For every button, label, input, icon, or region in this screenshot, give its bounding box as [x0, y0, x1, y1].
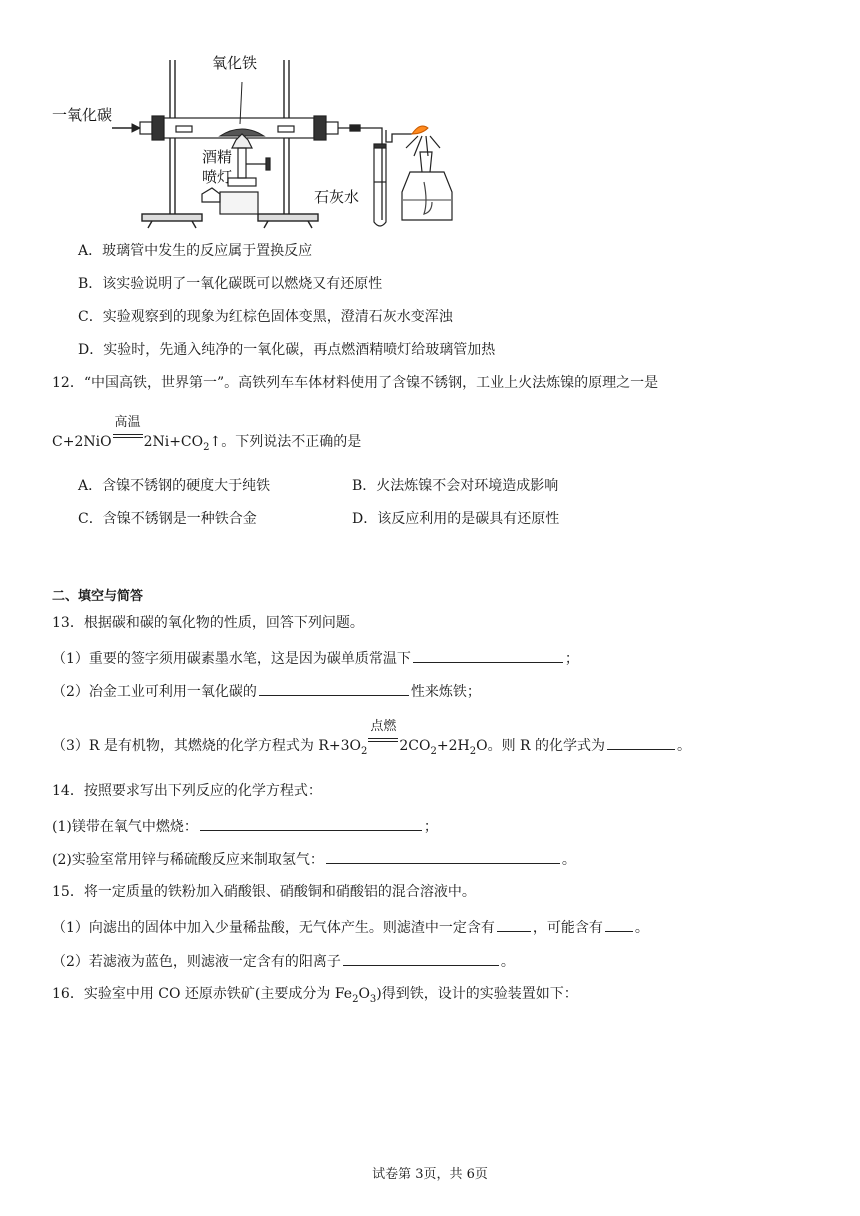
q15-part2-end: 。 [500, 954, 515, 970]
page-footer: 试卷第 3页，共 6页 [372, 1167, 488, 1182]
experiment-apparatus-figure [52, 52, 492, 232]
q14-blank-2[interactable] [326, 849, 560, 864]
section-title: 二、填空与简答 [52, 589, 144, 604]
q15-blank-2[interactable] [605, 917, 633, 932]
q11-option-b: B．该实验说明了一氧化碳既可以燃烧又有还原性 [78, 276, 383, 292]
q13-part2 [52, 681, 481, 701]
q13-part3-text: （3）R 是有机物，其燃烧的化学方程式为 R+3O [52, 738, 362, 754]
q15-blank-3[interactable] [343, 951, 499, 966]
q13-part3-co2: 2CO [399, 738, 431, 754]
q12-option-d: D．该反应利用的是碳具有还原性 [352, 511, 560, 527]
q16-stem-a: 16．实验室中用 CO 还原赤铁矿(主要成分为 Fe [52, 986, 353, 1002]
q13-sub-1: 2 [361, 745, 368, 757]
q15-part1-end: 。 [634, 920, 649, 936]
label-limewater: 石灰水 [314, 188, 360, 206]
q13-blank-1[interactable] [413, 648, 563, 663]
q12-eq-condition-text: 高温 [114, 415, 141, 430]
q13-blank-2[interactable] [259, 681, 409, 696]
q15-blank-1[interactable] [497, 917, 531, 932]
q12-eq-sub: 2 [203, 441, 210, 453]
q14-part1 [52, 816, 438, 836]
q11-option-c: C．实验观察到的现象为红棕色固体变黑，澄清石灰水变浑浊 [78, 309, 453, 325]
q14-part1-end: ； [423, 819, 438, 835]
q13-part3 [52, 719, 692, 761]
q13-stem: 13．根据碳和碳的氧化物的性质，回答下列问题。 [52, 615, 364, 631]
label-co: 一氧化碳 [52, 106, 113, 124]
q15-stem: 15．将一定质量的铁粉加入硝酸银、硝酸铜和硝酸铝的混合溶液中。 [52, 884, 476, 900]
q15-part2 [52, 951, 515, 971]
q16-sub-1: 2 [352, 993, 359, 1005]
q16-stem [52, 985, 578, 1009]
q13-sub-3: 2 [469, 745, 477, 757]
q13-condition [367, 719, 399, 750]
q12-stem: 12．“中国高铁，世界第一”。高铁列车车体材料使用了含镍不锈钢，工业上火法炼镍的原理之一是 [52, 375, 659, 391]
label-lamp-1: 酒精 [202, 148, 233, 166]
label-lamp-2: 喷灯 [202, 168, 233, 186]
q13-sub-2: 2 [430, 745, 437, 757]
q12-equation [52, 415, 362, 457]
q11-option-a: A．玻璃管中发生的反应属于置换反应 [78, 243, 313, 259]
right-iron-stand [258, 60, 318, 228]
alcohol-lamp [402, 136, 452, 220]
q13-part3-end: 。 [677, 738, 692, 754]
q15-part1-mid: ，可能含有 [532, 920, 603, 936]
q13-part1 [52, 648, 579, 668]
q15-part1-text: （1）向滤出的固体中加入少量稀盐酸，无气体产生。则滤渣中一定含有 [52, 920, 495, 936]
q12-option-b: B．火法炼镍不会对环境造成影响 [352, 478, 559, 494]
burning-flame [412, 126, 428, 134]
q14-part2-text: (2)实验室常用锌与稀硫酸反应来制取氢气： [52, 852, 324, 868]
q15-part1 [52, 917, 649, 937]
q12-eq-tail: ↑。下列说法不正确的是 [209, 434, 362, 450]
q13-condition-text: 点燃 [370, 719, 397, 734]
q12-option-c: C．含镍不锈钢是一种铁合金 [78, 511, 257, 527]
co-inlet-arrow [112, 124, 140, 132]
q14-part2-end: 。 [561, 852, 576, 868]
q13-blank-3[interactable] [607, 735, 675, 750]
q16-sub-2: 3 [369, 993, 377, 1005]
q14-part1-text: (1)镁带在氧气中燃烧： [52, 819, 198, 835]
q14-stem: 14．按照要求写出下列反应的化学方程式： [52, 783, 322, 799]
q13-part3-h2: +2H [436, 738, 470, 754]
q12-eq-condition [112, 415, 144, 446]
q13-part3-tail: O。则 R 的化学式为 [476, 738, 606, 754]
q11-option-d: D．实验时，先通入纯净的一氧化碳，再点燃酒精喷灯给玻璃管加热 [78, 342, 496, 358]
q12-option-a: A．含镍不锈钢的硬度大于纯铁 [78, 478, 271, 494]
q13-part2-text: （2）冶金工业可利用一氧化碳的 [52, 684, 257, 700]
q14-blank-1[interactable] [200, 816, 422, 831]
limewater-test-tube [374, 144, 386, 226]
label-fe2o3: 氧化铁 [212, 54, 258, 72]
q16-stem-c: )得到铁，设计的实验装置如下： [376, 986, 578, 1002]
q12-eq-right: 2Ni+CO [143, 434, 204, 450]
q13-part1-text: （1）重要的签字须用碳素墨水笔，这是因为碳单质常温下 [52, 651, 411, 667]
q14-part2 [52, 849, 576, 869]
q13-part1-end: ； [564, 651, 579, 667]
q13-part2-end: 性来炼铁； [410, 684, 481, 700]
q16-stem-b: O [358, 986, 370, 1002]
q15-part2-text: （2）若滤液为蓝色，则滤液一定含有的阳离子 [52, 954, 341, 970]
q12-eq-left: C+2NiO [52, 434, 112, 450]
left-iron-stand [142, 60, 202, 228]
